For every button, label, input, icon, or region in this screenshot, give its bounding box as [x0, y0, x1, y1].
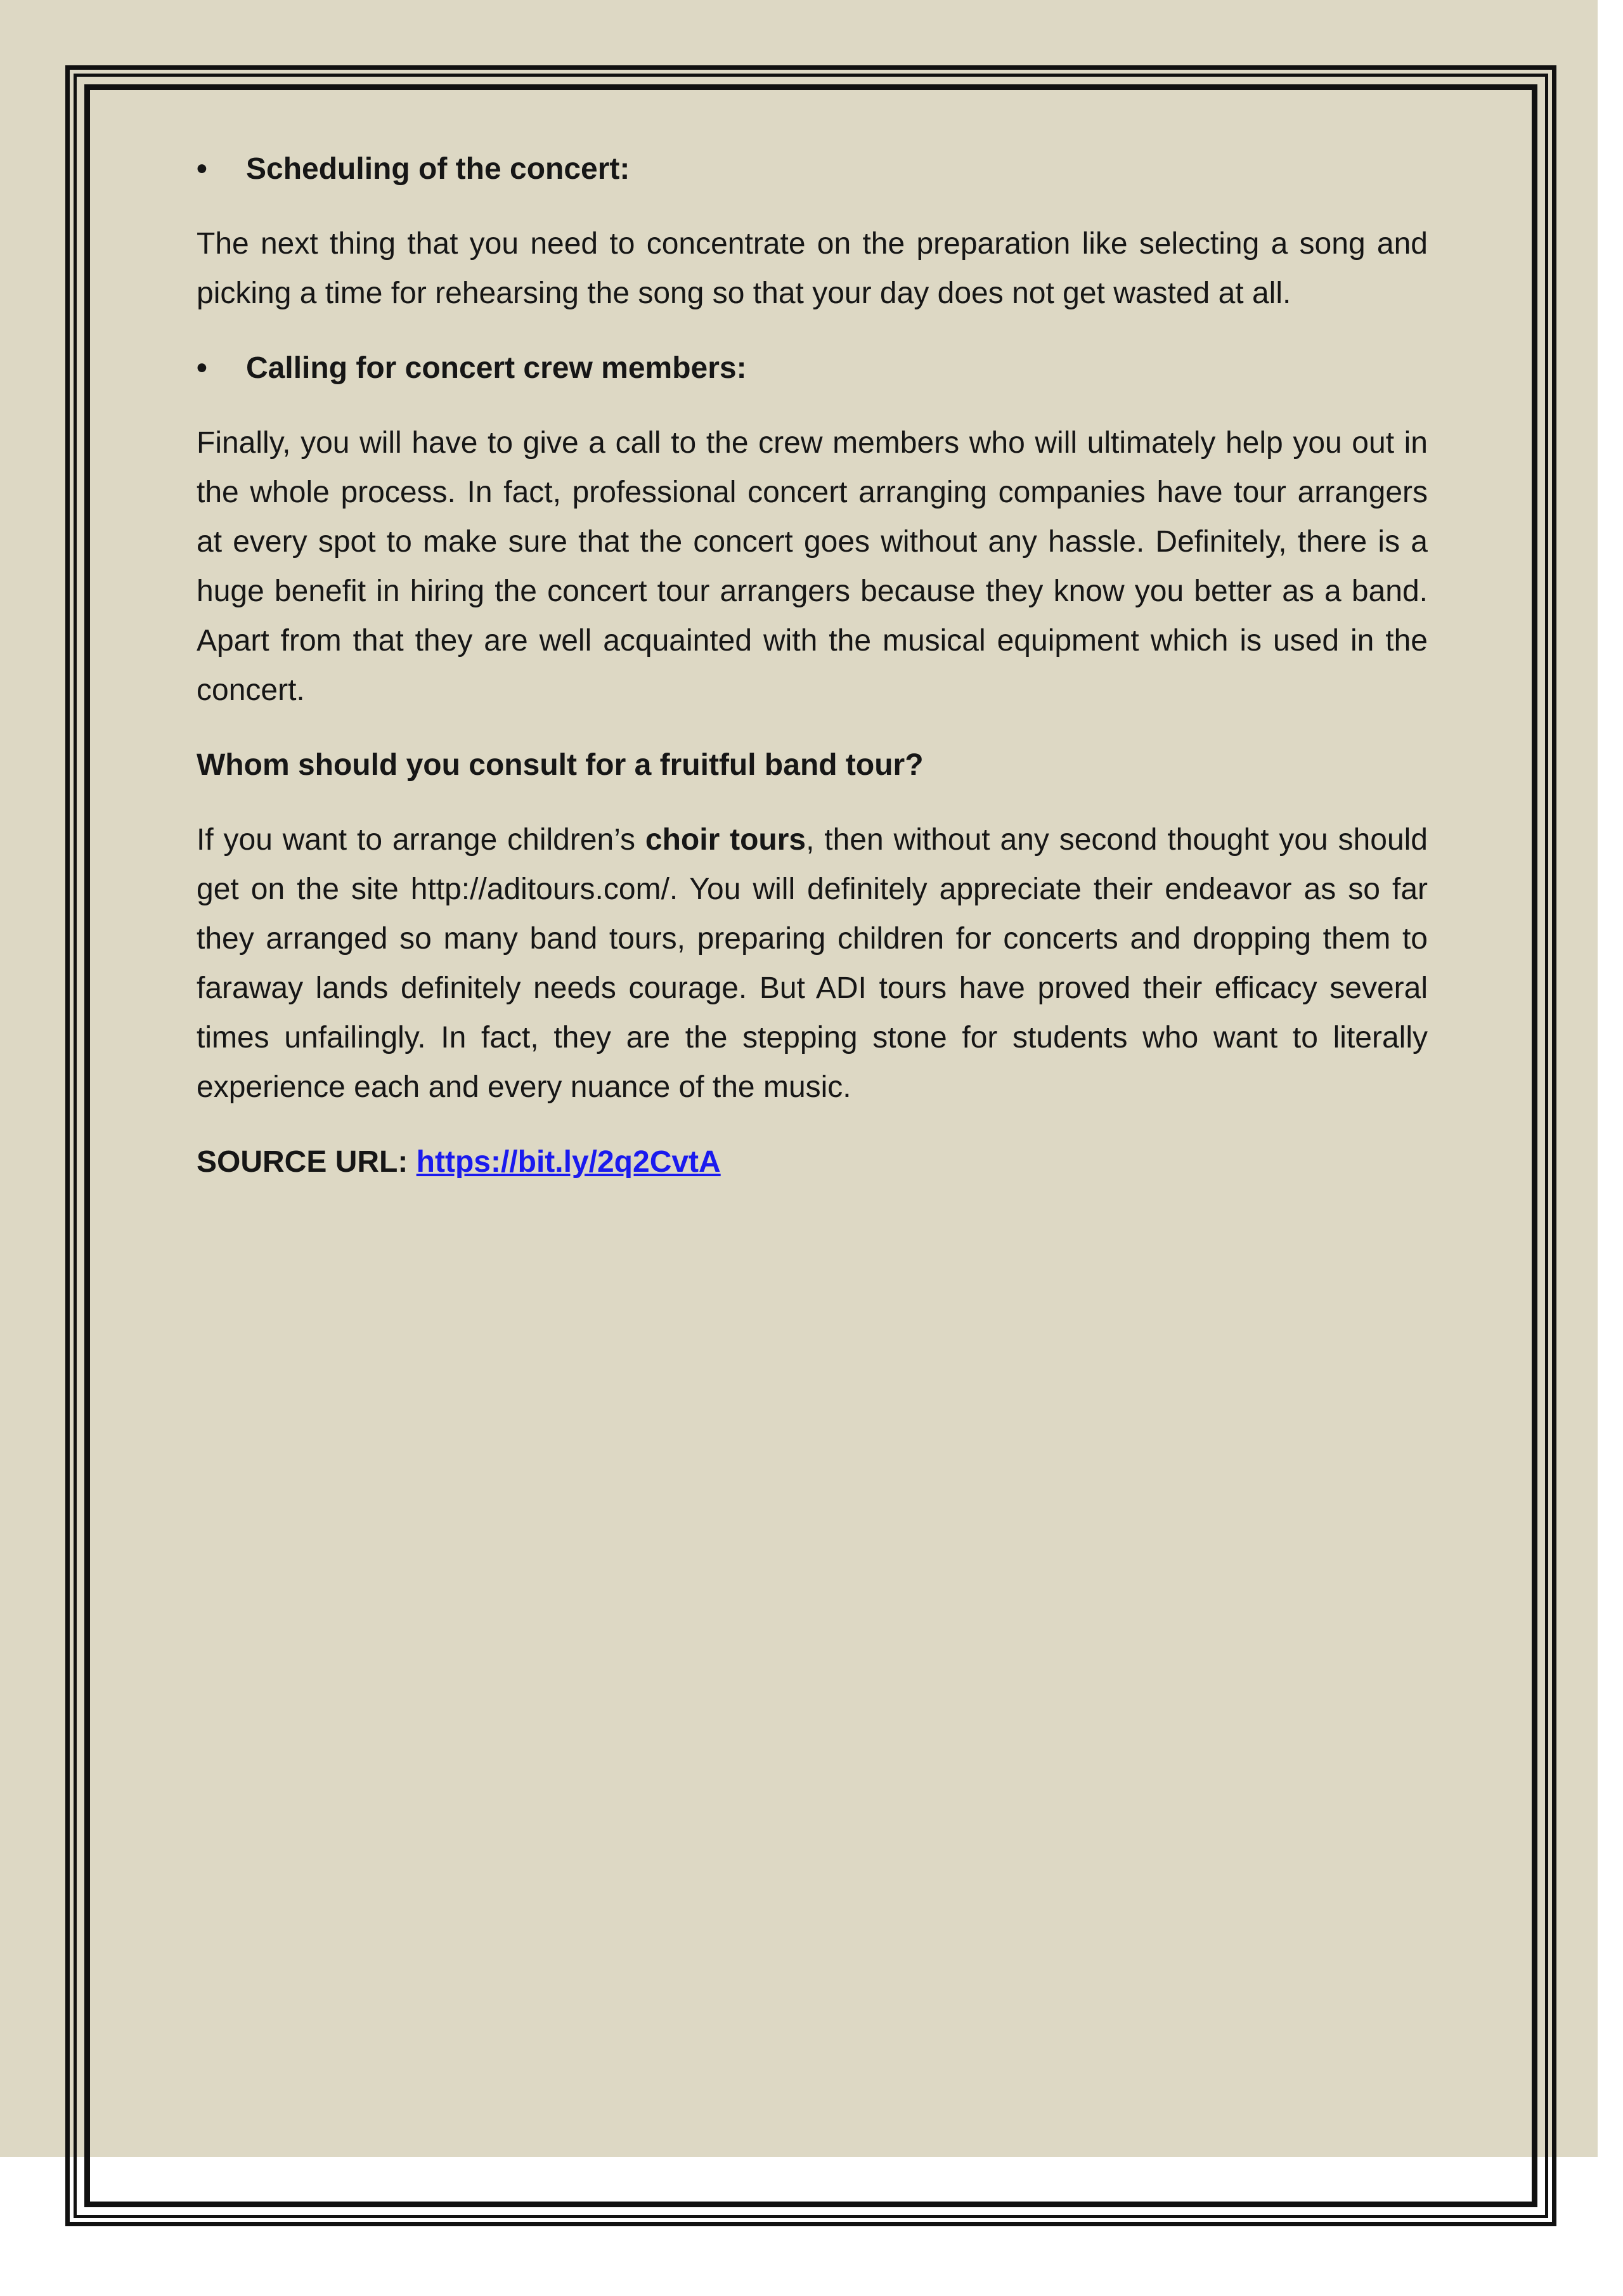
- bullet-icon: •: [197, 351, 207, 385]
- bullet-heading-crew: [197, 344, 1428, 393]
- section-heading: Calling for concert crew members:: [246, 351, 747, 385]
- paragraph-bold-text: choir tours: [645, 823, 806, 857]
- section-heading-consult: Whom should you consult for a fruitful band tour?: [197, 748, 924, 782]
- source-line: [197, 1138, 1428, 1187]
- bullet-heading-scheduling: [197, 145, 1428, 194]
- bullet-icon: •: [197, 152, 207, 186]
- document-body: [197, 145, 1428, 1187]
- section-heading: Scheduling of the concert:: [246, 152, 630, 186]
- paragraph-scheduling: The next thing that you need to concentrate on the preparation like selecting a song and picking a time for rehearsing the song so that your day does not get wasted at all.: [197, 227, 1428, 310]
- paragraph-crew: Finally, you will have to give a call to the crew members who will ultimately help you out in the whole process. In fact, professional concert arranging companies have tour arrangers at every spot to make sure that the concert goes without any hassle. Definitely, there is a huge benefit in hiring the concert tour arrangers because they know you better as a band. Apart from that they are well acquainted with the musical equipment which is used in the concert.: [197, 426, 1428, 707]
- paragraph-consult: [197, 815, 1428, 1112]
- paragraph-text: , then without any second thought you should get on the site http://aditours.com/. You will definitely appreciate their endeavor as so far they arranged so many band tours, preparing children for concerts and dropping them to faraway lands definitely needs courage. But ADI tours have proved their efficacy several times unfailingly. In fact, they are the stepping stone for students who want to literally experience each and every nuance of the music.: [197, 823, 1428, 1104]
- source-label: SOURCE URL:: [197, 1145, 417, 1179]
- source-url-link[interactable]: https://bit.ly/2q2CvtA: [416, 1145, 721, 1179]
- paragraph-text: If you want to arrange children’s: [197, 823, 645, 857]
